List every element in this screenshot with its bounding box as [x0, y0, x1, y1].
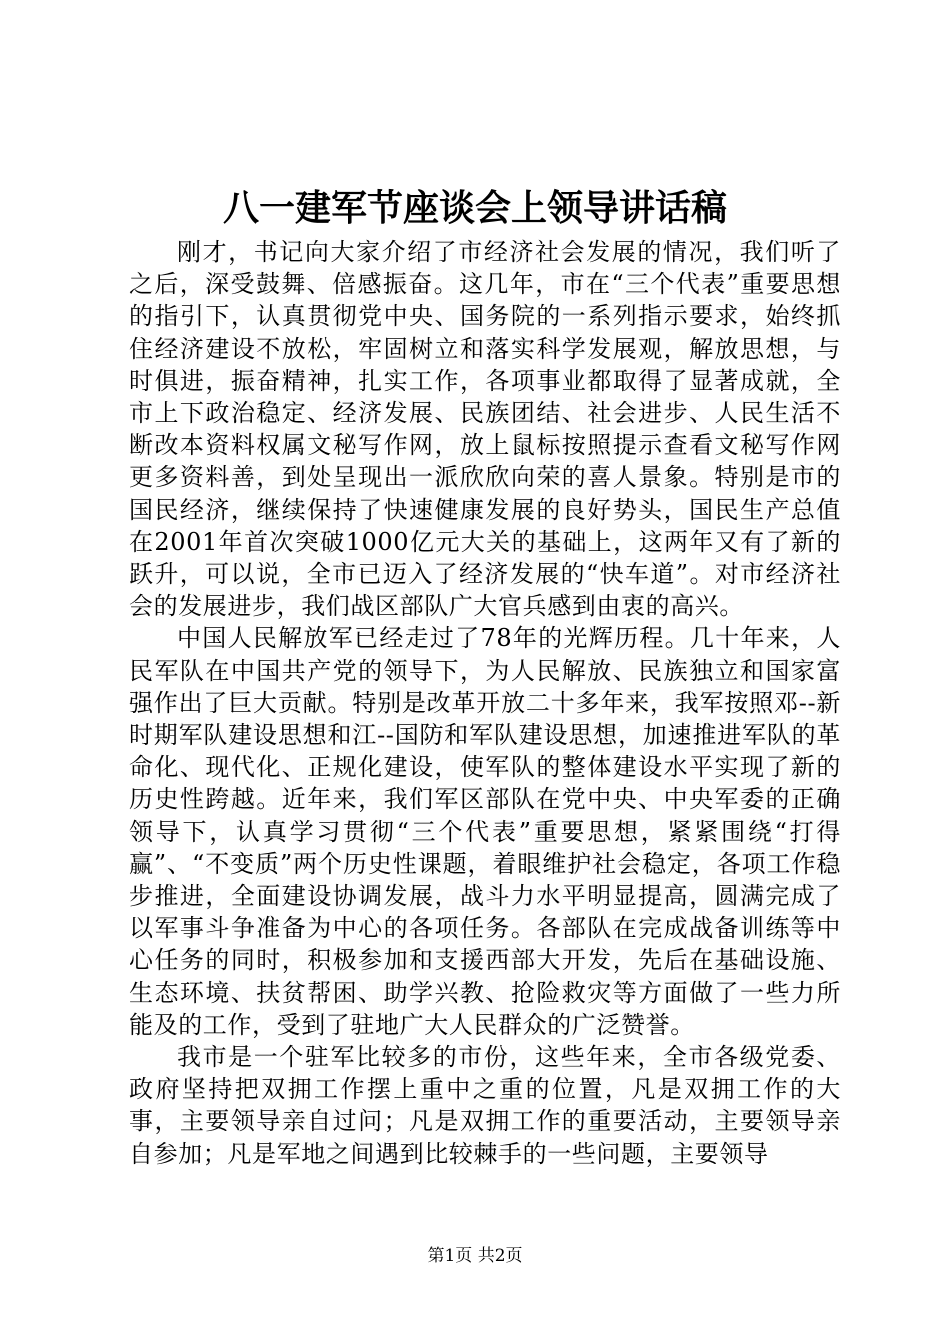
paragraph-2: 中国人民解放军已经走过了78年的光辉历程。几十年来，人民军队在中国共产党的领导下，为人民解放、民族独立和国家富强作出了巨大贡献。特别是改革开放二十多年来，我军按照邓--新时期军队建设思想和江--国防和军队建设思想，加速推进军队的革命化、现代化、正规化建设，使军队的整体建设水平实现了新的历史性跨越。近年来，我们军区部队在党中央、中央军委的正确领导下，认真学习贯彻“三个代表”重要思想，紧紧围绕“打得赢”、“不变质”两个历史性课题，着眼维护社会稳定，各项工作稳步推进，全面建设协调发展，战斗力水平明显提高，圆满完成了以军事斗争准备为中心的各项任务。各部队在完成战备训练等中心任务的同时，积极参加和支援西部大开发，先后在基础设施、生态环境、扶贫帮困、助学兴教、抢险救灾等方面做了一些力所能及的工作，受到了驻地广大人民群众的广泛赞誉。	[129, 624, 841, 1039]
page-number-footer: 第1页 共2页	[427, 1246, 523, 1266]
paragraph-1: 刚才，书记向大家介绍了市经济社会发展的情况，我们听了之后，深受鼓舞、倍感振奋。这几年，市在“三个代表”重要思想的指引下，认真贯彻党中央、国务院的一系列指示要求，始终抓住经济建设不放松，牢固树立和落实科学发展观，解放思想，与时俱进，振奋精神，扎实工作，各项事业都取得了显著成就，全市上下政治稳定、经济发展、民族团结、社会进步、人民生活不断改本资料权属文秘写作网，放上鼠标按照提示查看文秘写作网更多资料善，到处呈现出一派欣欣向荣的喜人景象。特别是市的国民经济，继续保持了快速健康发展的良好势头，国民生产总值在2001年首次突破1000亿元大关的基础上，这两年又有了新的跃升，可以说，全市已迈入了经济发展的“快车道”。对市经济社会的发展进步，我们战区部队广大官兵感到由衷的高兴。	[129, 238, 841, 621]
paragraph-3: 我市是一个驻军比较多的市份，这些年来，全市各级党委、政府坚持把双拥工作摆上重中之重的位置，凡是双拥工作的大事，主要领导亲自过问；凡是双拥工作的重要活动，主要领导亲自参加；凡是军地之间遇到比较棘手的一些问题，主要领导	[129, 1043, 841, 1168]
document-title: 八一建军节座谈会上领导讲话稿	[222, 187, 727, 229]
document-body	[129, 236, 841, 1170]
